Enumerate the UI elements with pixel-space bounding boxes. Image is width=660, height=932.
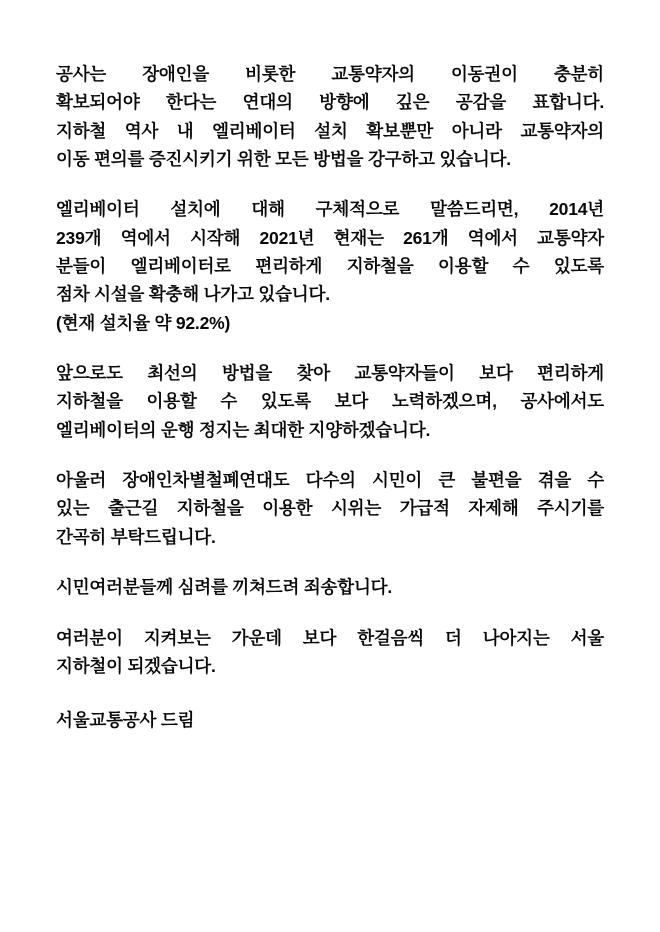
paragraph-6-line-2: 지하철이 되겠습니다.	[56, 655, 216, 676]
paragraph-2-line-3: 분들이 엘리베이터로 편리하게 지하철을 이용할 수 있도록	[56, 256, 604, 277]
paragraph-2-line-1: 엘리베이터 설치에 대해 구체적으로 말씀드리면, 2014년	[56, 199, 604, 220]
paragraph-2-line-5: (현재 설치율 약 92.2%)	[56, 312, 231, 333]
signature-block	[56, 706, 604, 734]
paragraph-5-line-1: 시민여러분들께 심려를 끼쳐드려 죄송합니다.	[56, 577, 393, 598]
paragraph-5	[56, 573, 604, 601]
paragraph-2-line-4: 점차 시설을 확충해 나가고 있습니다.	[56, 284, 330, 305]
paragraph-4-line-1: 아울러 장애인차별철폐연대도 다수의 시민이 큰 불편을 겪을 수	[56, 470, 604, 491]
paragraph-3-line-2: 지하철을 이용할 수 있도록 보다 노력하겠으며, 공사에서도	[56, 391, 604, 412]
paragraph-3-line-3: 엘리베이터의 운행 정지는 최대한 지양하겠습니다.	[56, 419, 431, 440]
paragraph-1-line-2: 확보되어야 한다는 연대의 방향에 깊은 공감을 표합니다.	[56, 92, 604, 113]
paragraph-4-line-3: 간곡히 부탁드립니다.	[56, 526, 216, 547]
paragraph-6-line-1: 여러분이 지켜보는 가운데 보다 한걸음씩 더 나아지는 서울	[56, 627, 604, 648]
document-body	[56, 60, 604, 735]
paragraph-1-line-4: 이동 편의를 증진시키기 위한 모든 방법을 강구하고 있습니다.	[56, 149, 511, 170]
paragraph-1-line-1: 공사는 장애인을 비롯한 교통약자의 이동권이 충분히	[56, 64, 604, 84]
paragraph-2	[56, 195, 604, 337]
paragraph-4	[56, 466, 604, 551]
paragraph-3-line-1: 앞으로도 최선의 방법을 찾아 교통약자들이 보다 편리하게	[56, 363, 604, 384]
paragraph-3	[56, 359, 604, 444]
paragraph-4-line-2: 있는 출근길 지하철을 이용한 시위는 가급적 자제해 주시기를	[56, 498, 604, 519]
paragraph-1-line-3: 지하철 역사 내 엘리베이터 설치 확보뿐만 아니라 교통약자의	[56, 120, 604, 141]
paragraph-1	[56, 60, 604, 173]
signature-line: 서울교통공사 드림	[56, 710, 195, 731]
paragraph-6	[56, 624, 604, 681]
paragraph-2-line-2: 239개 역에서 시작해 2021년 현재는 261개 역에서 교통약자	[56, 227, 604, 248]
